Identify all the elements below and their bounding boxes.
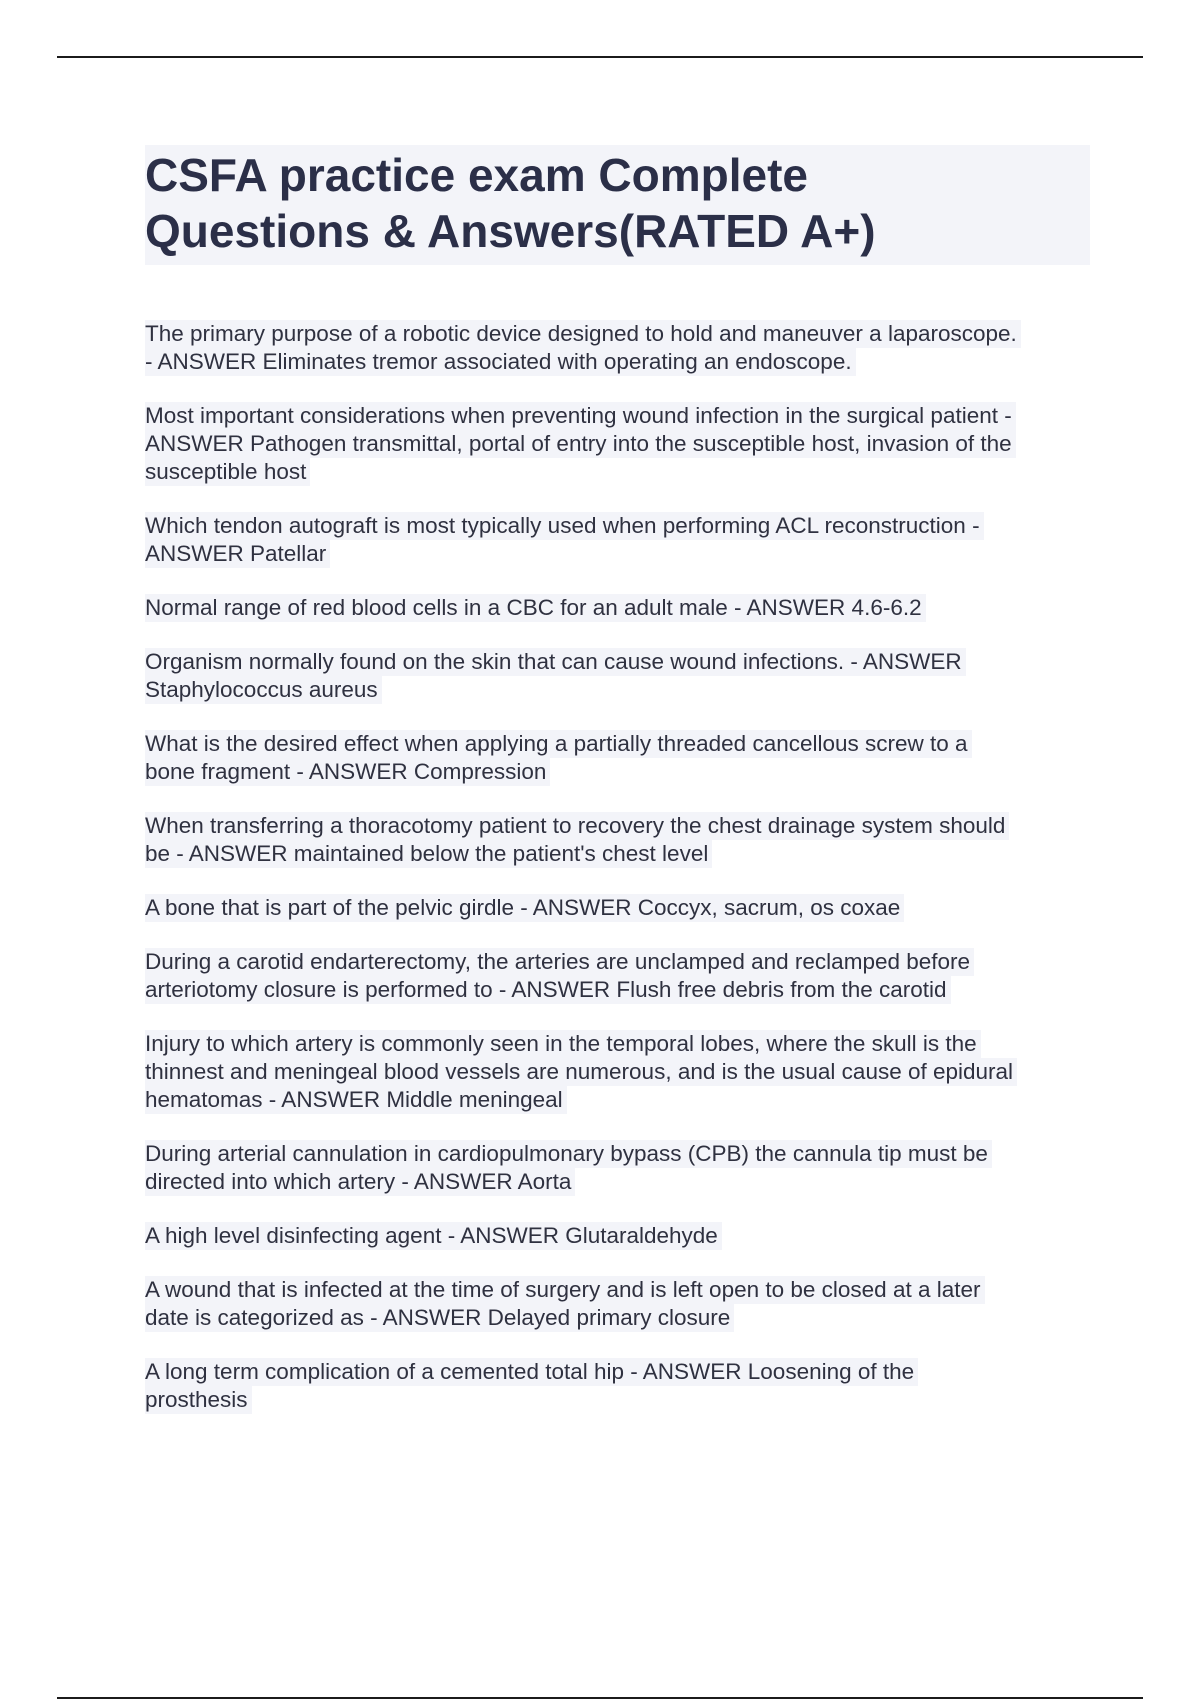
qa-line: thinnest and meningeal blood vessels are numerous, and is the usual cause of epidural: [145, 1058, 1017, 1086]
qa-item: [145, 402, 1090, 486]
qa-line: arteriotomy closure is performed to - ANSWER Flush free debris from the carotid: [145, 976, 951, 1004]
qa-line: A bone that is part of the pelvic girdle - ANSWER Coccyx, sacrum, os coxae: [145, 894, 904, 922]
qa-item: [145, 1140, 1090, 1196]
qa-line: A wound that is infected at the time of surgery and is left open to be closed at a later: [145, 1276, 985, 1304]
title-block: [145, 145, 1090, 265]
qa-line: ANSWER Patellar: [145, 540, 330, 568]
qa-line: During a carotid endarterectomy, the arteries are unclamped and reclamped before: [145, 948, 974, 976]
qa-list: [145, 320, 1090, 1414]
qa-item: [145, 948, 1090, 1004]
title-line-2: Questions & Answers(RATED A+): [145, 205, 876, 257]
qa-line: What is the desired effect when applying a partially threaded cancellous screw to a: [145, 730, 972, 758]
qa-line: During arterial cannulation in cardiopulmonary bypass (CPB) the cannula tip must be: [145, 1140, 992, 1168]
qa-line: Injury to which artery is commonly seen in the temporal lobes, where the skull is the: [145, 1030, 981, 1058]
qa-line: Which tendon autograft is most typically used when performing ACL reconstruction -: [145, 512, 984, 540]
qa-line: date is categorized as - ANSWER Delayed primary closure: [145, 1304, 734, 1332]
qa-item: [145, 894, 1090, 922]
qa-item: [145, 1222, 1090, 1250]
qa-line: be - ANSWER maintained below the patient's chest level: [145, 840, 712, 868]
qa-item: [145, 730, 1090, 786]
qa-line: Most important considerations when preventing wound infection in the surgical patient -: [145, 402, 1016, 430]
document-content: [145, 145, 1090, 1440]
qa-line: bone fragment - ANSWER Compression: [145, 758, 550, 786]
qa-item: [145, 648, 1090, 704]
qa-line: hematomas - ANSWER Middle meningeal: [145, 1086, 567, 1114]
qa-item: [145, 1358, 1090, 1414]
qa-item: [145, 812, 1090, 868]
qa-item: [145, 594, 1090, 622]
qa-item: [145, 320, 1090, 376]
qa-line: When transferring a thoracotomy patient to recovery the chest drainage system should: [145, 812, 1009, 840]
qa-item: [145, 1030, 1090, 1114]
bottom-rule: [57, 1697, 1143, 1699]
qa-line: The primary purpose of a robotic device designed to hold and maneuver a laparoscope.: [145, 320, 1021, 348]
qa-item: [145, 1276, 1090, 1332]
qa-line: susceptible host: [145, 458, 310, 486]
qa-line: A long term complication of a cemented total hip - ANSWER Loosening of the: [145, 1358, 918, 1386]
qa-line: Organism normally found on the skin that can cause wound infections. - ANSWER: [145, 648, 966, 676]
top-rule: [57, 56, 1143, 58]
qa-line: - ANSWER Eliminates tremor associated with operating an endoscope.: [145, 348, 856, 376]
qa-line: A high level disinfecting agent - ANSWER Glutaraldehyde: [145, 1222, 722, 1250]
title-line-1: CSFA practice exam Complete: [145, 149, 808, 201]
qa-line: ANSWER Pathogen transmittal, portal of entry into the susceptible host, invasion of the: [145, 430, 1016, 458]
qa-line: prosthesis: [145, 1386, 252, 1414]
page-title: [145, 147, 1090, 259]
qa-line: directed into which artery - ANSWER Aorta: [145, 1168, 575, 1196]
qa-line: Staphylococcus aureus: [145, 676, 382, 704]
qa-item: [145, 512, 1090, 568]
qa-line: Normal range of red blood cells in a CBC for an adult male - ANSWER 4.6-6.2: [145, 594, 926, 622]
